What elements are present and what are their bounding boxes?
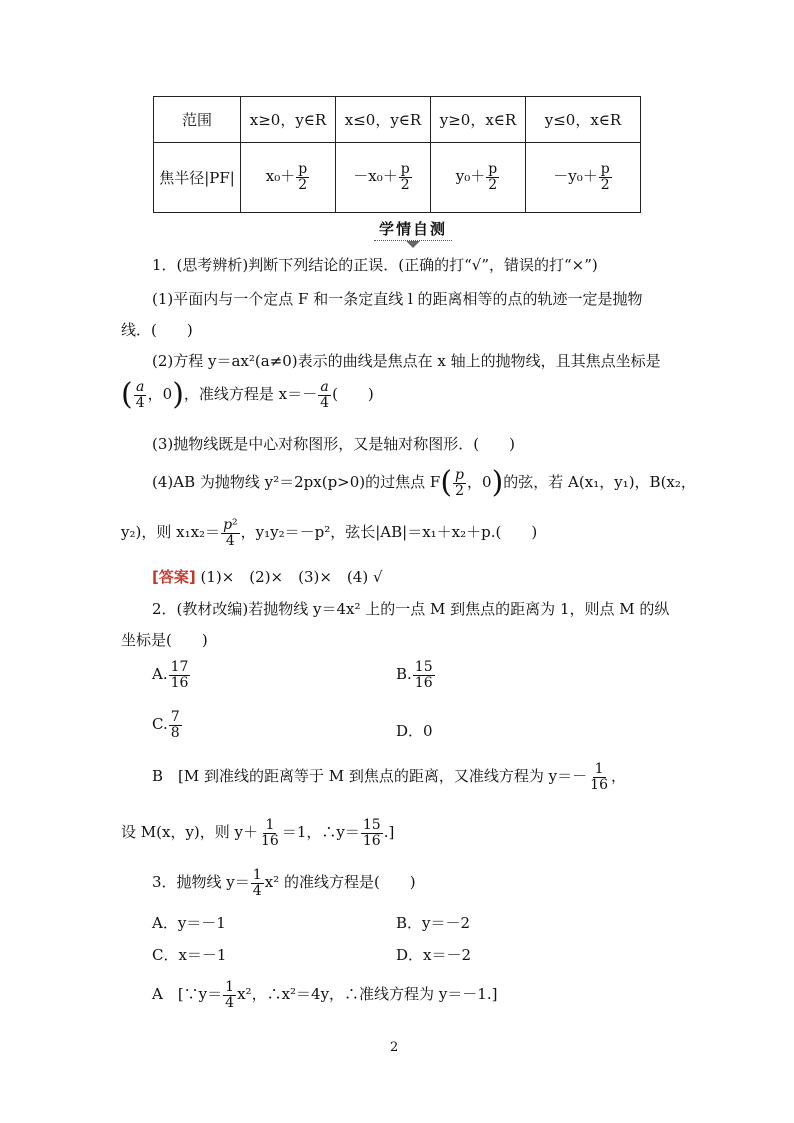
table-cell: x≥0，y∈R [241, 97, 336, 143]
question-2-stem: 2．(教材改编)若抛物线 y＝4x² 上的一点 M 到焦点的距离为 1，则点 M 的纵 [152, 600, 670, 618]
table-cell: x₀＋ $\frac{p}{2}$ [241, 143, 336, 213]
option-c: C．x＝－1 [152, 946, 227, 964]
triangle-down-icon [406, 241, 420, 248]
table-cell: y≥0，x∈R [431, 97, 526, 143]
table-row-radius [154, 143, 641, 213]
option-b: B. $\frac{15}{16}$ [396, 659, 433, 691]
fraction: $\frac{p}{2}$ [600, 161, 610, 193]
fraction: $\frac{p}{2}$ [298, 161, 308, 193]
question-2-stem-cont: 坐标是( ) [121, 631, 208, 649]
answer-tag: [答案] [152, 568, 196, 586]
statement-4-cont: y₂)，则 x₁x₂＝ $\frac{\text{p²}}{4}$ ，y₁y₂＝－p²，弦长|AB|＝x₁＋x₂＋p.( ) [121, 517, 538, 549]
section-title: 学情自测 [374, 218, 452, 248]
table-cell: －x₀＋ $\frac{p}{2}$ [336, 143, 431, 213]
solution-2: B [M 到准线的距离等于 M 到焦点的距离，又准线方程为 y＝－ $\frac{1}{16}$ ， [152, 761, 626, 793]
answer-line: [答案] (1)× (2)× (3)× (4) √ [152, 568, 383, 586]
table-cell: y₀＋ $\frac{p}{2}$ [431, 143, 526, 213]
statement-4: (4)AB 为抛物线 y²＝2px(p>0)的过焦点 F( $\frac{p}{2}$ ，0)的弦，若 A(x₁，y₁)，B(x₂， [152, 465, 696, 501]
option-a: A．y＝－1 [152, 914, 226, 932]
statement-2: (2)方程 y＝ax²(a≠0)表示的曲线是焦点在 x 轴上的抛物线，且其焦点坐标是 [152, 352, 661, 370]
fraction: $\frac{p}{2}$ [400, 161, 410, 193]
solution-3: A [∵y＝ $\frac{1}{4}$ x²，∴x²＝4y，∴准线方程为 y＝－1.] [152, 979, 498, 1011]
option-a: A. $\frac{17}{16}$ [152, 659, 189, 691]
solution-2-cont: 设 M(x，y)，则 y＋ $\frac{1}{16}$ ＝1，∴y＝ $\frac{15}{16}$ .] [121, 817, 395, 849]
option-b: B．y＝－2 [396, 914, 471, 932]
statement-2-cont: ( $\frac{a}{4}$ ，0)，准线方程是 x＝－ $\frac{a}{4}$ ( ) [121, 377, 374, 413]
statement-1: (1)平面内与一个定点 F 和一条定直线 l 的距离相等的点的轨迹一定是抛物 [152, 290, 643, 308]
table-cell-label: 范围 [154, 97, 241, 143]
option-d: D．0 [396, 722, 433, 740]
focal-radius-table [153, 96, 641, 213]
statement-3: (3)抛物线既是中心对称图形，又是轴对称图形．( ) [152, 435, 515, 453]
option-d: D．x＝－2 [396, 946, 472, 964]
fraction: $\frac{p}{2}$ [488, 161, 498, 193]
page-number: 2 [390, 1040, 399, 1055]
statement-1-cont: 线．( ) [121, 321, 193, 339]
table-cell: x≤0，y∈R [336, 97, 431, 143]
table-cell: －y₀＋ $\frac{p}{2}$ [526, 143, 641, 213]
option-c: C. $\frac{7}{8}$ [152, 709, 180, 741]
table-row-range [154, 97, 641, 143]
question-3-stem: 3．抛物线 y＝ $\frac{1}{4}$ x² 的准线方程是( ) [152, 867, 416, 899]
table-cell-label: 焦半径|PF| [154, 143, 241, 213]
table-cell: y≤0，x∈R [526, 97, 641, 143]
question-1-stem: 1．(思考辨析)判断下列结论的正误．(正确的打“√”，错误的打“×”) [152, 256, 598, 274]
